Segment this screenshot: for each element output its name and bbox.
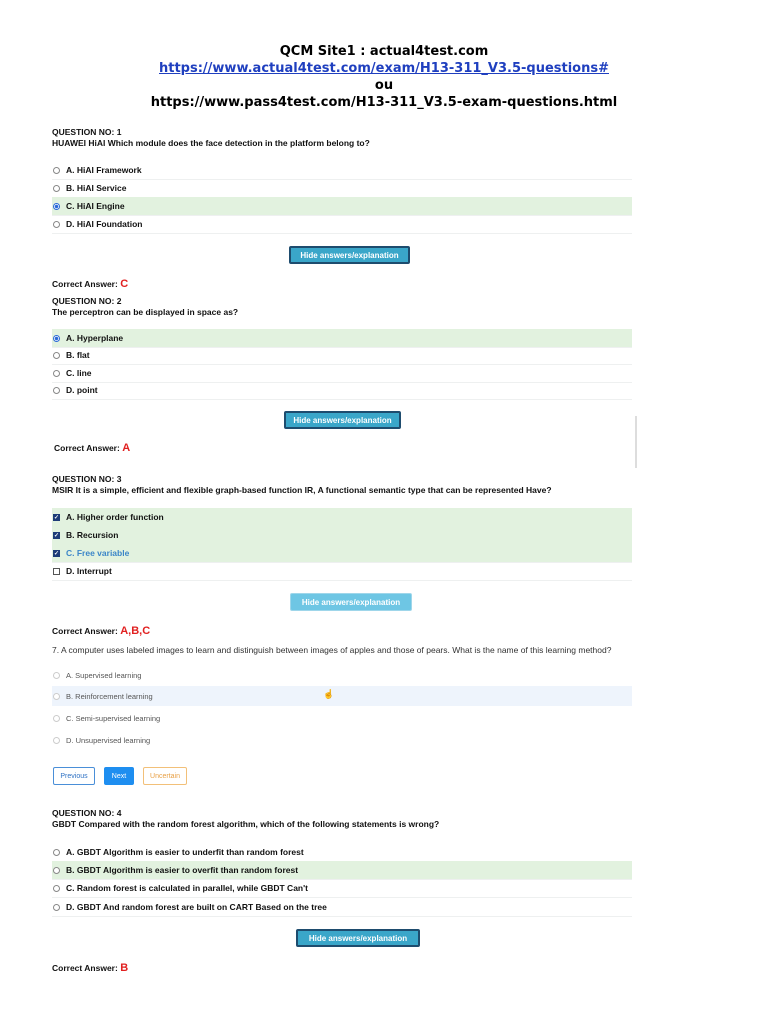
option-d[interactable]: D. GBDT And random forest are built on CART Based on the tree [52, 898, 632, 917]
pass4test-url: https://www.pass4test.com/H13-311_V3.5-exam-questions.html [150, 95, 618, 110]
radio-selected-icon[interactable] [53, 203, 60, 210]
question-3 [52, 474, 632, 496]
correct-answer: Correct Answer: B [52, 962, 129, 974]
option-a[interactable]: A. Hyperplane [52, 329, 632, 348]
radio-icon[interactable] [53, 370, 60, 377]
question-1 [52, 127, 632, 149]
radio-icon[interactable] [53, 693, 60, 700]
question-number: QUESTION NO: 2 [52, 296, 122, 306]
option-c[interactable]: C. Random forest is calculated in parallel, while GBDT Can't [52, 879, 632, 898]
option-b[interactable]: B. flat [52, 346, 632, 365]
question-3-options [52, 508, 632, 580]
checkbox-icon[interactable] [53, 568, 60, 575]
previous-button[interactable]: Previous [53, 767, 95, 785]
radio-icon[interactable] [53, 352, 60, 359]
or-text: ou [374, 78, 394, 93]
option-d[interactable]: D. point [52, 381, 632, 400]
hide-answers-button[interactable]: Hide answers/explanation [296, 929, 420, 947]
question-number: QUESTION NO: 3 [52, 474, 122, 484]
document-header [0, 43, 768, 111]
question-7-panel [52, 645, 632, 795]
option-c[interactable]: ✓ C. Free variable [52, 544, 632, 563]
question-text: HUAWEI HiAI Which module does the face detection in the platform belong to? [52, 138, 370, 148]
correct-answer: Correct Answer: C [52, 278, 129, 290]
option-b[interactable]: ✓ B. Recursion [52, 526, 632, 544]
radio-icon[interactable] [53, 849, 60, 856]
option-d[interactable]: D. HiAI Foundation [52, 215, 632, 234]
radio-icon[interactable] [53, 715, 60, 722]
checkbox-checked-icon[interactable]: ✓ [54, 514, 60, 521]
question-number: QUESTION NO: 1 [52, 127, 122, 137]
question-text: 7. A computer uses labeled images to learn and distinguish between images of apples and those of pears. What is the name of this learning method? [52, 645, 612, 655]
page-edge-divider [635, 416, 637, 468]
radio-icon[interactable] [53, 885, 60, 892]
option-a[interactable]: A. GBDT Algorithm is easier to underfit than random forest [52, 843, 632, 862]
question-text: MSIR It is a simple, efficient and flexible graph-based function IR, A functional semantic type that can be represented Have? [52, 485, 552, 495]
option-d[interactable]: D. Interrupt [52, 562, 632, 581]
question-number: QUESTION NO: 4 [52, 808, 122, 818]
question-text: The perceptron can be displayed in space as? [52, 307, 239, 317]
radio-icon[interactable] [53, 167, 60, 174]
question-text: GBDT Compared with the random forest algorithm, which of the following statements is wrong? [52, 819, 440, 829]
hide-answers-button[interactable]: Hide answers/explanation [284, 411, 401, 429]
pointer-cursor-icon: ☝ [323, 689, 335, 699]
checkbox-checked-icon[interactable]: ✓ [54, 550, 60, 557]
question-2 [52, 296, 632, 318]
uncertain-button[interactable]: Uncertain [143, 767, 187, 785]
option-a[interactable]: ✓ A. Higher order function [52, 508, 632, 526]
option-c[interactable]: C. HiAI Engine [52, 197, 632, 216]
option-d[interactable]: D. Unsupervised learning [52, 730, 632, 750]
question-4 [52, 808, 632, 830]
correct-answer: Correct Answer: A [54, 442, 131, 454]
hide-answers-button[interactable]: Hide answers/explanation [290, 593, 412, 611]
checkbox-checked-icon[interactable]: ✓ [54, 532, 60, 539]
radio-icon[interactable] [53, 672, 60, 679]
page-title: QCM Site1 : actual4test.com [279, 44, 489, 59]
option-b[interactable]: B. GBDT Algorithm is easier to overfit than random forest [52, 861, 632, 880]
radio-icon[interactable] [53, 185, 60, 192]
correct-answer: Correct Answer: A,B,C [52, 625, 151, 637]
option-a[interactable]: A. HiAI Framework [52, 161, 632, 180]
radio-selected-icon[interactable] [53, 335, 60, 342]
option-b[interactable]: B. Reinforcement learning ☝ [52, 686, 632, 706]
radio-icon[interactable] [53, 904, 60, 911]
hide-answers-button[interactable]: Hide answers/explanation [289, 246, 410, 264]
next-button[interactable]: Next [104, 767, 134, 785]
option-c[interactable]: C. Semi-supervised learning [52, 708, 632, 728]
question-4-options [52, 843, 632, 917]
option-c[interactable]: C. line [52, 364, 632, 383]
option-a[interactable]: A. Supervised learning [52, 665, 632, 685]
radio-icon[interactable] [53, 867, 60, 874]
question-2-options [52, 329, 632, 401]
question-1-options [52, 161, 632, 241]
radio-icon[interactable] [53, 387, 60, 394]
radio-icon[interactable] [53, 737, 60, 744]
actual4test-link[interactable]: https://www.actual4test.com/exam/H13-311_V3.5-questions# [159, 61, 609, 76]
radio-icon[interactable] [53, 221, 60, 228]
option-b[interactable]: B. HiAI Service [52, 179, 632, 198]
